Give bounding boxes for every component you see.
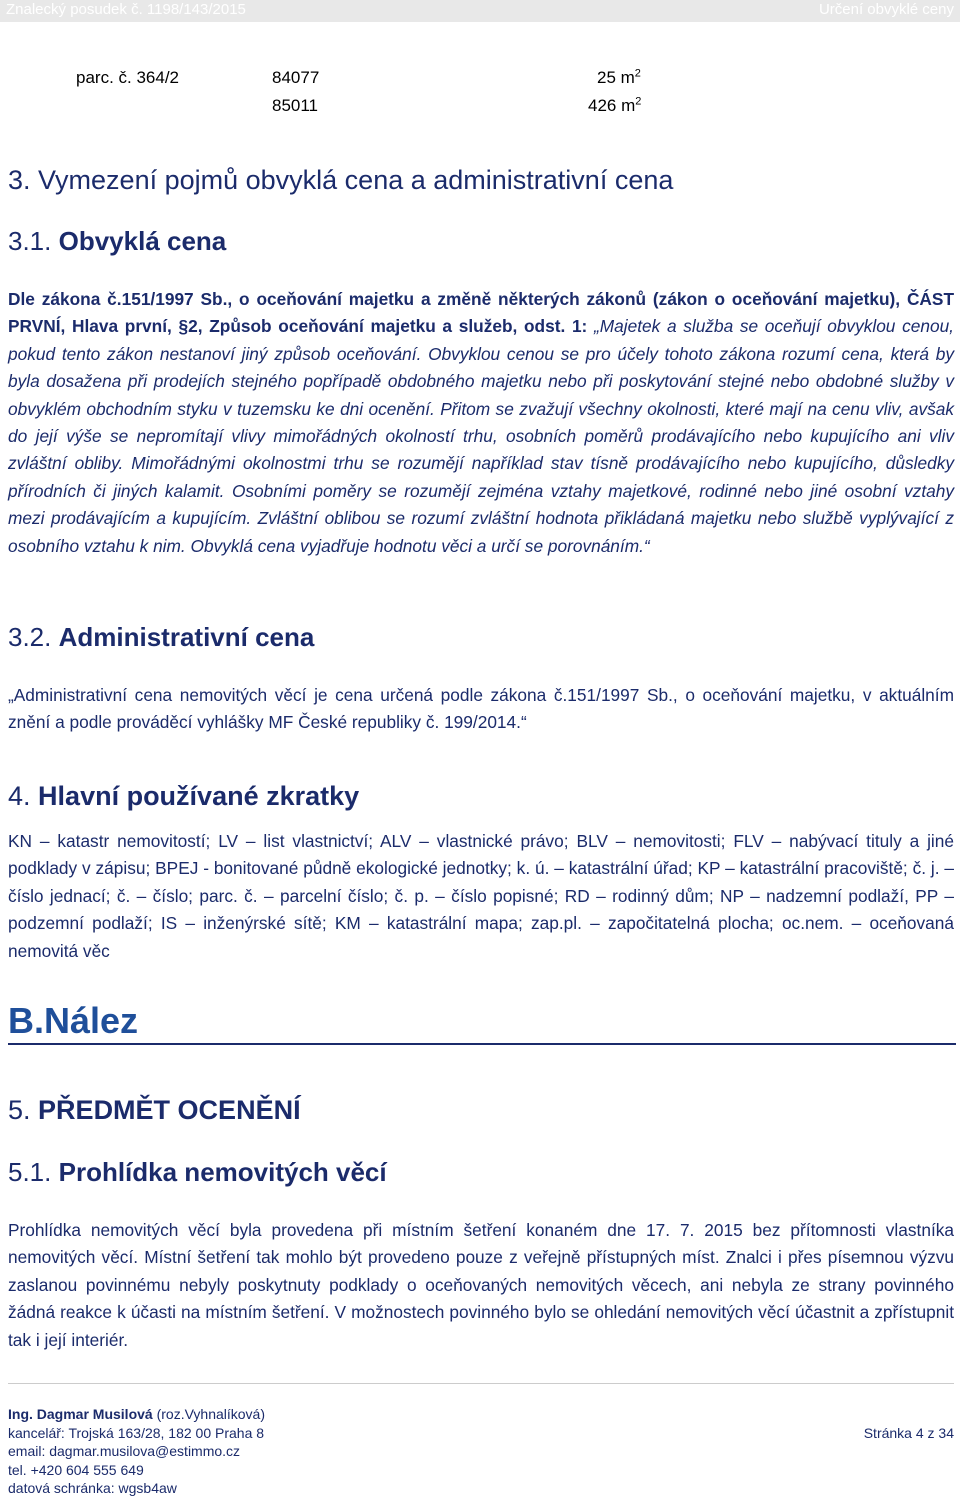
section-5-heading (8, 1095, 301, 1126)
paragraph-administrativni-cena: „Administrativní cena nemovitých věcí je cena určená podle zákona č.151/1997 Sb., o oceňování majetku, v aktuálním znění a podle prováděcí vyhlášky MF České republiky č. 199/2014.“ (8, 685, 954, 733)
section-number: 3. (8, 165, 31, 195)
section-3-heading (8, 165, 673, 196)
parcel-label: parc. č. 364/2 (76, 68, 180, 87)
paragraph-obvykla-cena (8, 286, 954, 560)
author-name: Ing. Dagmar Musilová (8, 1406, 153, 1422)
section-3-2-heading (8, 622, 314, 653)
section-number: 3.2. (8, 622, 52, 652)
section-title: Administrativní cena (58, 622, 315, 652)
section-number: 5.1. (8, 1157, 52, 1187)
header-section-title: Určení obvyklé ceny (818, 1, 954, 18)
part-b-underline (8, 1043, 956, 1045)
footer-databox: datová schránka: wgsb4aw (8, 1480, 177, 1496)
page-number: Stránka 4 z 34 (863, 1425, 954, 1441)
section-3-1-heading (8, 226, 226, 257)
section-4-heading (8, 781, 359, 812)
section-number: 4. (8, 781, 31, 811)
section-number: 3.1. (8, 226, 52, 256)
section-5-1-heading (8, 1157, 387, 1188)
section-title: Vymezení pojmů obvyklá cena a administrativní cena (38, 165, 674, 195)
section-number: 5. (8, 1095, 31, 1125)
section-title: Prohlídka nemovitých věcí (58, 1157, 387, 1187)
footer-author (8, 1405, 265, 1424)
paragraph-prohlidka: Prohlídka nemovitých věcí byla provedena při místním šetření konaném dne 17. 7. 2015 bez přítomnosti vlastníka nemovitých věcí. Místní šetření tak mohlo být provedeno pouze z veřejně přístupných míst. Znalci i přes písemnou výzvu zaslanou povinnému nebyly poskytnuty podklady o oceňovaných nemovitých věcech, ani nebyla ze strany povinného žádná reakce k účasti na místním šetření. V možnostech povinného bylo se ohledání nemovitých věcí účastnit a zpřístupnit tak i její interiér. (8, 1220, 954, 1350)
part-b-heading: B.Nález (8, 1000, 139, 1041)
law-reference: Dle zákona č.151/1997 Sb., o oceňování majetku a změně některých zákonů (zákon o oceňování majetku), ČÁST PRVNÍ, Hlava první, §2, Způsob oceňování majetku a služeb, odst. 1: (8, 289, 954, 337)
parcel-code: 85011 (272, 96, 319, 115)
parcel-area: 426 $m^2$ (588, 95, 642, 115)
parcel-area: 25 $m^2$ (597, 67, 641, 87)
footer-divider (8, 1383, 954, 1384)
footer-office: kancelář: Trojská 163/28, 182 00 Praha 8 (8, 1425, 265, 1441)
paragraph-abbreviations: KN – katastr nemovitostí; LV – list vlastnictví; ALV – vlastnické právo; BLV – nemovitosti; FLV – nabývací tituly a jiné podklady v zápisu; BPEJ - bonitované půdně ekologické jednotky; k. ú. – katastrální úřad; KP – katastrální pracoviště; č. j. – číslo jednací; č. – číslo; parc. č. – parcelní číslo; č. p. – číslo popisné; RD – rodinný dům; NP – nadzemní podlaží, PP – podzemní podlaží; IS – inženýrské sítě; KM – katastrální mapa; zap.pl. – započitatelná plocha; oc.nem. – oceňovaná nemovitá věc (8, 831, 954, 961)
law-quote: „Majetek a služba se oceňují obvyklou cenou, pokud tento zákon nestanoví jiný způsob oceňování. Obvyklou cenou se pro účely tohoto zákona rozumí cena, která by byla dosažena při prodejích stejného popřípadě obdobného majetku nebo při poskytování stejné nebo obdobné služby v obvyklém obchodním styku v tuzemsku ke dni ocenění. Přitom se zvažují všechny okolnosti, které mají na cenu vliv, avšak do její výše se nepromítají vlivy mimořádných okolností trhu, osobních poměrů prodávajícího nebo kupujícího ani vliv zvláštní obliby. Mimořádnými okolnostmi trhu se rozumějí například stav tísně prodávajícího nebo kupujícího, důsledky přírodních či jiných kalamit. Osobními poměry se rozumějí zejména vztahy majetkové, rodinné nebo jiné osobní vztahy mezi prodávajícím a kupujícím. Zvláštní oblibou se rozumí zvláštní hodnota přikládaná majetku nebo službě vyplývající z osobního vztahu k nim. Obvyklá cena vyjadřuje hodnotu věci a určí se porovnáním.“ (8, 316, 954, 556)
footer-email: email: dagmar.musilova@estimmo.cz (8, 1443, 241, 1459)
author-maiden-name: (roz.Vyhnalíková) (152, 1406, 266, 1422)
section-title: Obvyklá cena (58, 226, 227, 256)
header-document-title: Znalecký posudek č. 1198/143/2015 (6, 1, 246, 18)
section-title: Hlavní používané zkratky (38, 781, 360, 811)
parcel-code: 84077 (272, 68, 320, 87)
section-title: PŘEDMĚT OCENĚNÍ (38, 1095, 301, 1125)
footer-phone: tel. +420 604 555 649 (8, 1462, 144, 1478)
